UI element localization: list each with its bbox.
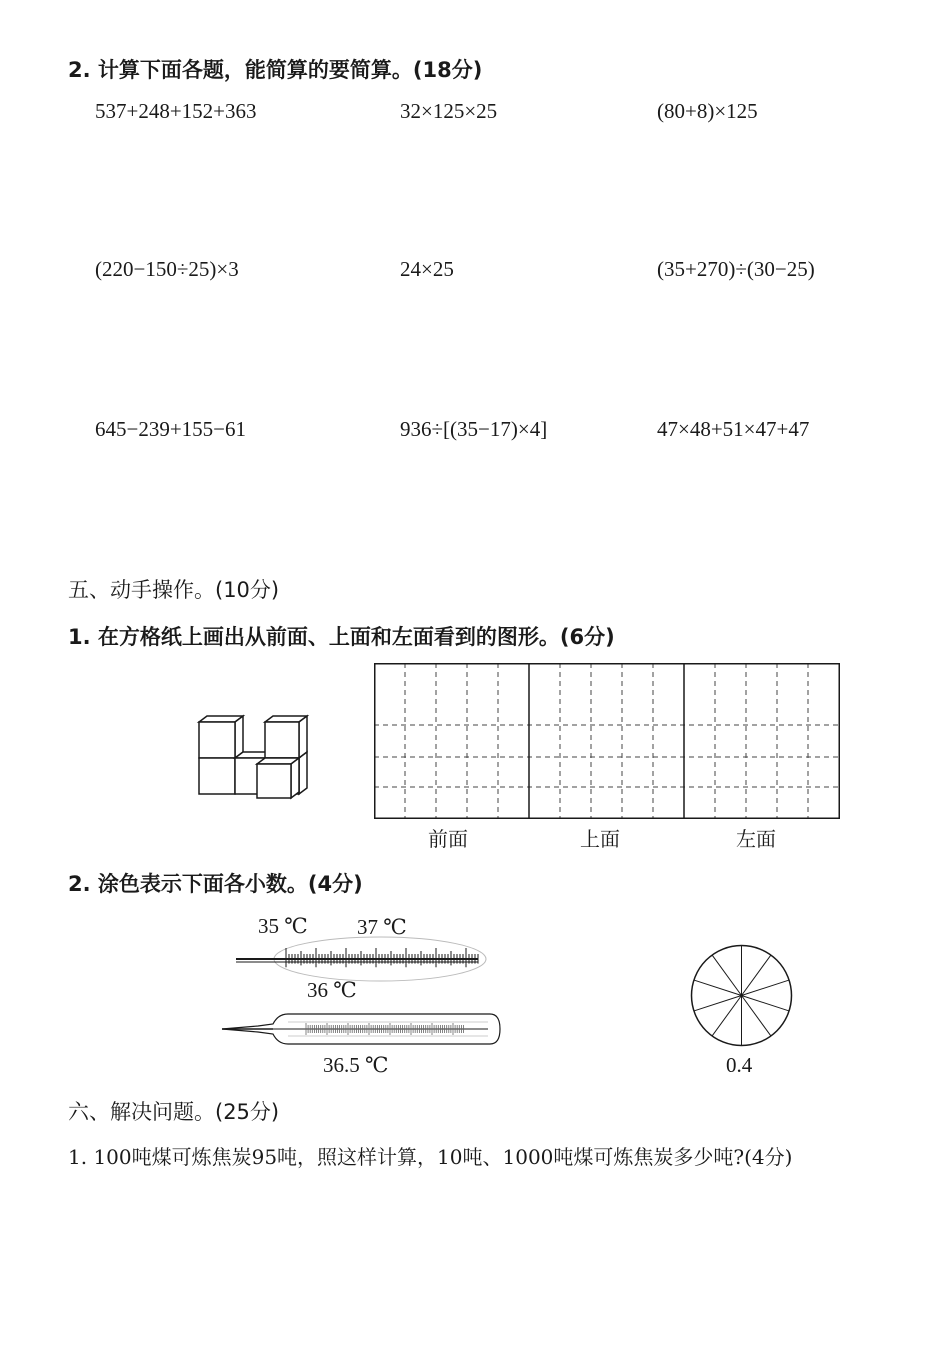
- circle-value-label: 0.4: [726, 1053, 753, 1077]
- expression: 24×25: [400, 257, 454, 281]
- grid-label-front: 前面: [428, 827, 468, 851]
- drawing-grid[interactable]: [374, 663, 840, 819]
- thermometer-full: [218, 1010, 503, 1048]
- expression: 936÷[(35−17)×4]: [400, 417, 548, 441]
- section-5-question-2: 2. 涂色表示下面各小数。(4分): [68, 872, 363, 896]
- expression: 32×125×25: [400, 99, 498, 123]
- thermo-label-35: 35 ℃: [258, 914, 308, 938]
- expression: 47×48+51×47+47: [657, 417, 810, 441]
- thermometer-value-label: 36.5 ℃: [323, 1053, 389, 1077]
- thermo-label-36: 36 ℃: [307, 978, 357, 1002]
- expression: 537+248+152+363: [95, 99, 257, 123]
- expression: (35+270)÷(30−25): [657, 257, 815, 281]
- grid-label-left: 左面: [736, 827, 776, 851]
- question-2-title: 2. 计算下面各题，能简算的要简算。(18分): [68, 58, 483, 82]
- section-5-title: 五、动手操作。(10分): [68, 578, 280, 602]
- thermometer-scale: [232, 935, 487, 983]
- cube-stack-figure: [195, 712, 310, 804]
- section-5-question-1: 1. 在方格纸上画出从前面、上面和左面看到的图形。(6分): [68, 625, 615, 649]
- expression: (220−150÷25)×3: [95, 257, 239, 281]
- section-6-question-1: 1. 100吨煤可炼焦炭95吨，照这样计算，10吨、1000吨煤可炼焦炭多少吨?(4分): [68, 1145, 793, 1169]
- thermo-label-37: 37 ℃: [357, 915, 407, 939]
- expression: (80+8)×125: [657, 99, 758, 123]
- grid-label-top: 上面: [580, 827, 620, 851]
- expression: 645−239+155−61: [95, 417, 247, 441]
- section-6-title: 六、解决问题。(25分): [68, 1100, 280, 1124]
- divided-circle[interactable]: [689, 943, 794, 1048]
